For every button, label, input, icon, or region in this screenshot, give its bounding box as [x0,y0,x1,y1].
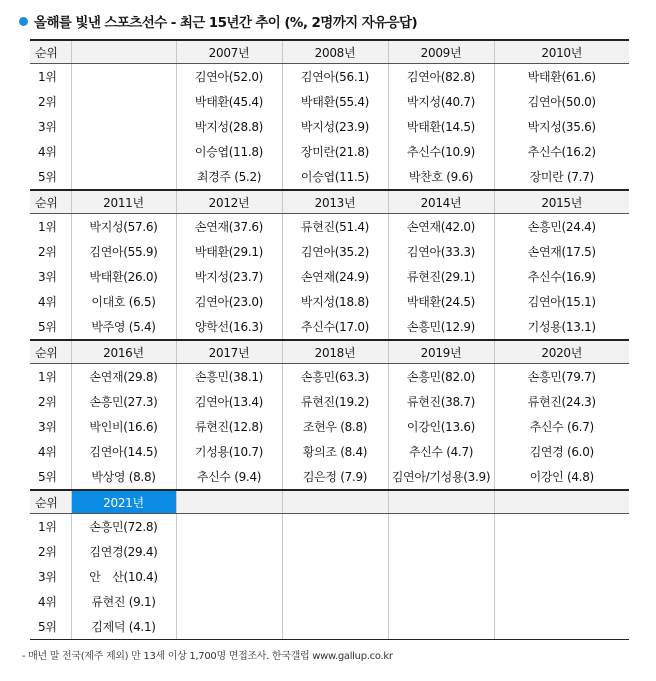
year-header: 2020년 [494,340,629,364]
year-header-row [30,190,629,214]
athlete-cell: 손연재(17.5) [494,239,629,264]
year-header: 2019년 [388,340,494,364]
athlete-cell: 손흥민(27.3) [71,389,176,414]
table-row [30,264,629,289]
athlete-cell: 김연아(82.8) [388,64,494,90]
empty-cell [176,539,282,564]
athlete-cell: 장미란 (7.7) [494,164,629,190]
empty-cell [282,539,388,564]
rank-label: 5위 [30,164,71,190]
year-header: 2010년 [494,40,629,64]
athlete-cell: 김연아(50.0) [494,89,629,114]
athlete-cell: 추신수(16.2) [494,139,629,164]
rank-header: 순위 [30,190,71,214]
rank-label: 5위 [30,314,71,340]
rank-header: 순위 [30,40,71,64]
rank-label: 3위 [30,264,71,289]
year-header: 2014년 [388,190,494,214]
athlete-cell: 최경주 (5.2) [176,164,282,190]
athlete-cell: 류현진(24.3) [494,389,629,414]
empty-cell [494,564,629,589]
rank-label: 3위 [30,564,71,589]
athlete-cell: 박태환(61.6) [494,64,629,90]
empty-cell [494,614,629,640]
athlete-cell: 양학선(16.3) [176,314,282,340]
athlete-cell: 손흥민(12.9) [388,314,494,340]
athlete-cell: 박지성(23.7) [176,264,282,289]
athlete-cell: 박태환(45.4) [176,89,282,114]
athlete-cell: 박지성(28.8) [176,114,282,139]
empty-header-cell [176,490,282,514]
athlete-cell: 김연아(23.0) [176,289,282,314]
athlete-cell: 박지성(23.9) [282,114,388,139]
table-row [30,139,629,164]
table-row [30,164,629,190]
empty-cell [282,614,388,640]
athlete-cell: 이승엽(11.8) [176,139,282,164]
athlete-cell: 손흥민(82.0) [388,364,494,390]
athlete-cell: 손흥민(63.3) [282,364,388,390]
rank-label: 2위 [30,389,71,414]
athlete-cell: 김연경 (6.0) [494,439,629,464]
athlete-cell: 류현진(29.1) [388,264,494,289]
athlete-cell: 조현우 (8.8) [282,414,388,439]
athlete-cell: 류현진(12.8) [176,414,282,439]
athlete-cell: 김연아(56.1) [282,64,388,90]
athlete-cell: 손연재(24.9) [282,264,388,289]
athlete-cell: 박태환(55.4) [282,89,388,114]
athlete-cell: 추신수(10.9) [388,139,494,164]
table-row [30,314,629,340]
athlete-cell: 박지성(57.6) [71,214,176,240]
table-row [30,564,629,589]
table-row [30,364,629,390]
empty-cell [71,139,176,164]
athlete-cell: 박태환(29.1) [176,239,282,264]
table-row [30,614,629,640]
empty-cell [282,564,388,589]
year-header: 2018년 [282,340,388,364]
year-header: 2007년 [176,40,282,64]
athlete-cell: 박태환(24.5) [388,289,494,314]
table-row [30,64,629,90]
rank-label: 5위 [30,464,71,490]
empty-cell [176,589,282,614]
athlete-cell: 김연경(29.4) [71,539,176,564]
year-header: 2016년 [71,340,176,364]
athlete-cell: 이대호 (6.5) [71,289,176,314]
rank-label: 1위 [30,64,71,90]
rank-label: 5위 [30,614,71,640]
rank-label: 3위 [30,114,71,139]
athlete-cell: 이승엽(11.5) [282,164,388,190]
empty-cell [71,164,176,190]
athlete-cell: 박지성(18.8) [282,289,388,314]
athlete-cell: 장미란(21.8) [282,139,388,164]
table-row [30,464,629,490]
empty-cell [71,114,176,139]
rank-label: 1위 [30,364,71,390]
athlete-cell: 박지성(40.7) [388,89,494,114]
athlete-cell: 손연재(42.0) [388,214,494,240]
empty-cell [494,514,629,540]
empty-cell [176,564,282,589]
athlete-cell: 안 산(10.4) [71,564,176,589]
rank-header: 순위 [30,490,71,514]
empty-cell [494,539,629,564]
athlete-cell: 김연아(15.1) [494,289,629,314]
empty-cell [71,64,176,90]
table-row [30,589,629,614]
athlete-cell: 박태환(26.0) [71,264,176,289]
athlete-cell: 추신수 (4.7) [388,439,494,464]
rank-label: 1위 [30,514,71,540]
ranking-table [30,39,629,640]
empty-cell [388,539,494,564]
empty-cell [176,614,282,640]
athlete-cell: 박지성(35.6) [494,114,629,139]
athlete-cell: 박찬호 (9.6) [388,164,494,190]
athlete-cell: 박태환(14.5) [388,114,494,139]
table-row [30,539,629,564]
empty-cell [494,589,629,614]
athlete-cell: 김연아(52.0) [176,64,282,90]
athlete-cell: 이강인(13.6) [388,414,494,439]
year-header: 2009년 [388,40,494,64]
footnote: - 매년 말 전국(제주 제외) 만 13세 이상 1,700명 면접조사. 한국갤럽 www.gallup.co.kr [22,651,393,662]
table-row [30,389,629,414]
athlete-cell: 김연아(14.5) [71,439,176,464]
rank-label: 1위 [30,214,71,240]
athlete-cell: 류현진(38.7) [388,389,494,414]
athlete-cell: 손연재(29.8) [71,364,176,390]
table-row [30,214,629,240]
rank-label: 4위 [30,289,71,314]
page-title: 올해를 빛낸 스포츠선수 - 최근 15년간 추이 (%, 2명까지 자유응답) [34,15,418,31]
athlete-cell: 추신수(16.9) [494,264,629,289]
year-header-row [30,340,629,364]
athlete-cell: 이강인 (4.8) [494,464,629,490]
athlete-cell: 손흥민(38.1) [176,364,282,390]
year-header-row [30,490,629,514]
athlete-cell: 박주영 (5.4) [71,314,176,340]
rank-label: 2위 [30,539,71,564]
athlete-cell: 손흥민(24.4) [494,214,629,240]
year-header: 2013년 [282,190,388,214]
year-header: 2011년 [71,190,176,214]
athlete-cell: 김은정 (7.9) [282,464,388,490]
empty-cell [176,514,282,540]
athlete-cell: 기성용(13.1) [494,314,629,340]
year-header: 2017년 [176,340,282,364]
rank-label: 2위 [30,239,71,264]
rank-label: 4위 [30,589,71,614]
rank-label: 4위 [30,139,71,164]
rank-label: 2위 [30,89,71,114]
table-row [30,514,629,540]
athlete-cell: 김연아(13.4) [176,389,282,414]
athlete-cell: 손연재(37.6) [176,214,282,240]
rank-label: 3위 [30,414,71,439]
athlete-cell: 김연아(55.9) [71,239,176,264]
athlete-cell: 김연아(33.3) [388,239,494,264]
athlete-cell: 추신수 (9.4) [176,464,282,490]
athlete-cell: 황의조 (8.4) [282,439,388,464]
empty-header-cell [388,490,494,514]
athlete-cell: 기성용(10.7) [176,439,282,464]
year-header: 2012년 [176,190,282,214]
empty-cell [388,564,494,589]
empty-cell [71,89,176,114]
athlete-cell: 추신수(17.0) [282,314,388,340]
empty-header-cell [282,490,388,514]
empty-cell [388,614,494,640]
athlete-cell: 류현진(51.4) [282,214,388,240]
athlete-cell: 류현진(19.2) [282,389,388,414]
athlete-cell: 박상영 (8.8) [71,464,176,490]
empty-cell [388,589,494,614]
athlete-cell: 김제덕 (4.1) [71,614,176,640]
empty-cell [282,514,388,540]
rank-header: 순위 [30,340,71,364]
table-row [30,289,629,314]
table-row [30,414,629,439]
year-header: 2008년 [282,40,388,64]
empty-cell [282,589,388,614]
table-row [30,439,629,464]
rank-label: 4위 [30,439,71,464]
empty-header-cell [494,490,629,514]
empty-header-cell [71,40,176,64]
empty-cell [388,514,494,540]
athlete-cell: 박인비(16.6) [71,414,176,439]
title-bullet-icon [19,17,28,26]
table-row [30,239,629,264]
athlete-cell: 추신수 (6.7) [494,414,629,439]
athlete-cell: 김연아/기성용(3.9) [388,464,494,490]
year-header-row [30,40,629,64]
athlete-cell: 김연아(35.2) [282,239,388,264]
table-row [30,89,629,114]
athlete-cell: 손흥민(79.7) [494,364,629,390]
table-row [30,114,629,139]
athlete-cell: 손흥민(72.8) [71,514,176,540]
year-header: 2015년 [494,190,629,214]
athlete-cell: 류현진 (9.1) [71,589,176,614]
year-header: 2021년 [71,490,176,514]
